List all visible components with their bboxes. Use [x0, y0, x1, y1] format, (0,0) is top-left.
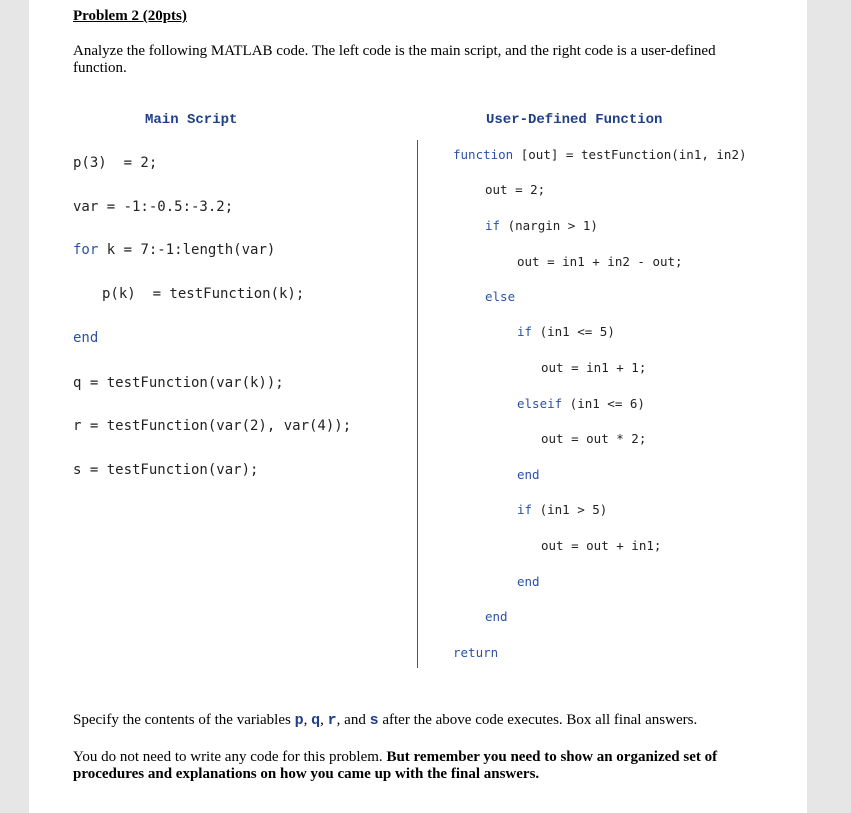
if-condition: (in1 <= 5): [532, 324, 615, 339]
func-line-10: end: [517, 467, 540, 482]
if-condition: (nargin > 1): [500, 218, 598, 233]
func-line-2: out = 2;: [485, 182, 546, 197]
var-p: p: [294, 712, 304, 729]
func-line-13: end: [517, 574, 540, 589]
main-line-1: p(3) = 2;: [73, 155, 158, 171]
main-line-5: end: [73, 330, 99, 346]
elseif-condition: (in1 <= 6): [562, 396, 645, 411]
func-line-6: [517, 324, 615, 339]
func-line-11: [517, 502, 607, 517]
for-keyword: for: [73, 242, 99, 258]
func-line-1: [453, 147, 747, 162]
main-line-8: s = testFunction(var);: [73, 462, 259, 478]
main-line-3: [73, 242, 275, 258]
func-line-14: end: [485, 609, 508, 624]
func-line-4: out = in1 + in2 - out;: [517, 254, 683, 269]
func-line-3: [485, 218, 598, 233]
document-page: [29, 0, 807, 813]
func-line-5: else: [485, 289, 516, 304]
func-line-15: return: [453, 645, 499, 660]
intro-paragraph: Analyze the following MATLAB code. The left code is the main script, and the right code is a user-defined function.: [73, 43, 716, 76]
if-keyword: if: [485, 218, 501, 233]
if-keyword: if: [517, 324, 533, 339]
var-s: s: [369, 712, 379, 729]
var-r: r: [327, 712, 337, 729]
function-keyword: function: [453, 147, 514, 162]
main-script-heading: Main Script: [145, 112, 238, 128]
elseif-keyword: elseif: [517, 396, 563, 411]
var-q: q: [311, 712, 321, 729]
function-signature: [out] = testFunction(in1, in2): [513, 147, 747, 162]
func-line-12: out = out + in1;: [541, 538, 662, 553]
func-line-9: out = out * 2;: [541, 431, 647, 446]
main-line-7: r = testFunction(var(2), var(4));: [73, 418, 352, 434]
main-line-2: var = -1:-0.5:-3.2;: [73, 199, 234, 215]
problem-title: Problem 2 (20pts): [73, 8, 187, 24]
function-heading: User-Defined Function: [486, 112, 663, 128]
main-line-4: p(k) = testFunction(k);: [102, 286, 305, 302]
func-line-7: out = in1 + 1;: [541, 360, 647, 375]
for-header: k = 7:-1:length(var): [98, 242, 276, 258]
if-keyword: if: [517, 502, 533, 517]
note-bold: But remember you need to show an organized set of procedures and explanations on how you came up with the final answers.: [73, 749, 718, 782]
specify-paragraph: Specify the contents of the variables p, q, r, and s after the above code executes. Box all final answers.: [73, 712, 698, 729]
func-line-8: [517, 396, 645, 411]
column-divider: [417, 140, 418, 668]
if-condition: (in1 > 5): [532, 502, 608, 517]
main-line-6: q = testFunction(var(k));: [73, 375, 284, 391]
note-paragraph: You do not need to write any code for this problem. But remember you need to show an organized set of procedures and explanations on how you came up with the final answers.: [73, 749, 718, 782]
